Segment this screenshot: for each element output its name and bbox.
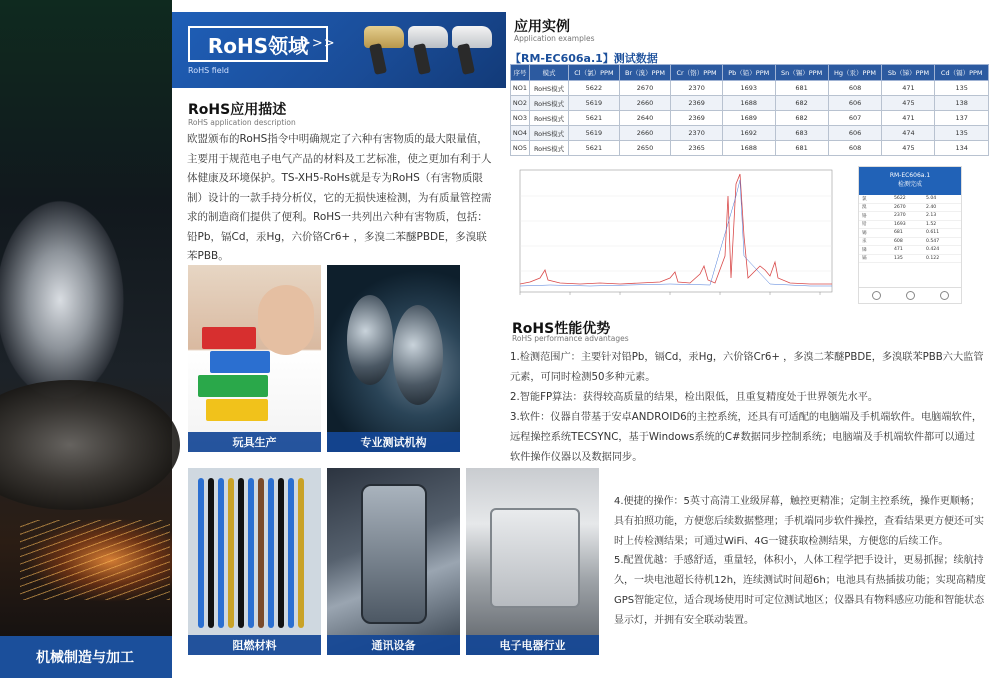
table-cell: 1692 bbox=[722, 126, 775, 141]
performance-item-4: 4.便捷的操作：5英寸高清工业级屏幕，触控更精准；定制主控系统，操作更顺畅；具有拍照功能，方便您后续数据整理；手机端同步软件操控，查看结果更方便还可实时上传检测结果；可通过WiFi、4G一键获取检测结果，方便您的后续工作。 bbox=[614, 496, 984, 547]
table-cell: 2660 bbox=[619, 126, 671, 141]
table-cell: NO2 bbox=[511, 96, 530, 111]
phone-app-model: RM-EC606a.1 bbox=[889, 172, 931, 179]
table-cell: 2370 bbox=[671, 81, 723, 96]
table-cell: RoHS模式 bbox=[529, 96, 568, 111]
performance-list-bottom bbox=[614, 492, 986, 631]
phone-result-cell: 2.13 bbox=[926, 213, 937, 219]
tab-icon bbox=[940, 291, 949, 300]
flame-retardant-tile bbox=[188, 468, 321, 655]
description-title: RoHS应用描述 bbox=[188, 102, 287, 118]
table-cell: 607 bbox=[828, 111, 882, 126]
toy-production-tile bbox=[188, 265, 321, 452]
table-cell: 471 bbox=[882, 81, 935, 96]
table-cell: 2670 bbox=[619, 81, 671, 96]
phone-result-cell: 锑 bbox=[862, 247, 867, 253]
table-cell: 2370 bbox=[671, 126, 723, 141]
table-cell: 134 bbox=[935, 141, 989, 156]
table-row bbox=[511, 126, 989, 141]
phone-result-cell: 5622 bbox=[894, 196, 906, 202]
phone-result-cell: 0.547 bbox=[926, 238, 940, 244]
phone-result-cell: 2.40 bbox=[926, 204, 937, 210]
phone-app-header bbox=[859, 167, 961, 195]
performance-item-5: 5.配置优越：手感舒适，重量轻，体积小，人体工程学把手设计，更易抓握；续航持久，一块电池超长待机12h，连续测试时间超6h；电池具有热插拔功能；实现高精度GPS智能定位，适合现场使用时可定位测试地区；仪器具有物料感应功能和智能状态显示灯，并拥有安全联动装置。 bbox=[614, 555, 986, 626]
table-header-cell: Br（溴）PPM bbox=[619, 65, 671, 81]
table-cell: 474 bbox=[882, 126, 935, 141]
table-cell: 2365 bbox=[671, 141, 723, 156]
table-cell: 681 bbox=[775, 141, 828, 156]
table-cell: NO3 bbox=[511, 111, 530, 126]
phone-result-cell: 1693 bbox=[894, 221, 906, 227]
table-cell: 608 bbox=[828, 141, 882, 156]
analyzer-device-image bbox=[402, 26, 448, 74]
performance-list-top bbox=[510, 348, 985, 468]
phone-result-cell: 0.611 bbox=[926, 230, 940, 236]
table-cell: 137 bbox=[935, 111, 989, 126]
phone-result-cell: 0.122 bbox=[926, 255, 940, 261]
phone-result-cell: 681 bbox=[894, 230, 903, 236]
table-cell: 682 bbox=[775, 96, 828, 111]
phone-result-cell: 镉 bbox=[862, 256, 867, 262]
phone-result-cell: 铅 bbox=[862, 222, 867, 228]
tab-icon bbox=[906, 291, 915, 300]
phone-result-cell: 2370 bbox=[894, 213, 906, 219]
tile-caption: 阻燃材料 bbox=[188, 635, 321, 655]
testing-lab-tile bbox=[327, 265, 460, 452]
phone-result-cell: 5.04 bbox=[926, 196, 937, 202]
table-cell: NO5 bbox=[511, 141, 530, 156]
table-cell: 608 bbox=[828, 81, 882, 96]
phone-result-row bbox=[859, 246, 961, 255]
table-header-cell: Sn（锡）PPM bbox=[775, 65, 828, 81]
phone-result-row bbox=[859, 195, 961, 204]
phone-result-cell: 2670 bbox=[894, 204, 906, 210]
table-header-cell: Cd（镉）PPM bbox=[935, 65, 989, 81]
description-subtitle: RoHS application description bbox=[188, 118, 296, 127]
performance-item-1: 1.检测范围广：主要针对铅Pb，镉Cd，汞Hg，六价铬Cr6+ ，多溴二苯醚PBDE，多溴联苯PBB六大监管元素，可同时检测50多种元素。 bbox=[510, 352, 984, 383]
header-arrows: >>> bbox=[300, 36, 336, 51]
table-header-cell: Pb（铅）PPM bbox=[722, 65, 775, 81]
table-cell: 2650 bbox=[619, 141, 671, 156]
tile-caption: 专业测试机构 bbox=[327, 432, 460, 452]
machining-caption: 机械制造与加工 bbox=[0, 636, 172, 678]
phone-result-row bbox=[859, 229, 961, 238]
table-cell: 5619 bbox=[569, 126, 620, 141]
phone-result-cell: 135 bbox=[894, 255, 903, 261]
table-cell: RoHS模式 bbox=[529, 81, 568, 96]
table-cell: 5621 bbox=[569, 141, 620, 156]
phone-result-cell: 汞 bbox=[862, 239, 867, 245]
communication-device-tile bbox=[327, 468, 460, 655]
phone-result-cell: 溴 bbox=[862, 205, 867, 211]
table-row bbox=[511, 96, 989, 111]
phone-result-cell: 608 bbox=[894, 238, 903, 244]
phone-result-row bbox=[859, 204, 961, 213]
sparks bbox=[20, 520, 170, 600]
phone-result-cell: 471 bbox=[894, 247, 903, 253]
table-cell: 1688 bbox=[722, 96, 775, 111]
table-cell: 471 bbox=[882, 111, 935, 126]
table-cell: 682 bbox=[775, 111, 828, 126]
table-row bbox=[511, 141, 989, 156]
analyzer-device-image bbox=[358, 26, 404, 74]
table-cell: 606 bbox=[828, 96, 882, 111]
table-cell: NO1 bbox=[511, 81, 530, 96]
performance-subtitle: RoHS performance advantages bbox=[512, 334, 629, 343]
phone-result-cell: 氯 bbox=[862, 196, 867, 202]
tab-icon bbox=[872, 291, 881, 300]
phone-result-row bbox=[859, 221, 961, 230]
table-header-row bbox=[511, 65, 989, 81]
table-header-cell: 模式 bbox=[529, 65, 568, 81]
phone-result-cell: 铬 bbox=[862, 213, 867, 219]
electronics-industry-tile bbox=[466, 468, 599, 655]
table-cell: RoHS模式 bbox=[529, 111, 568, 126]
table-cell: 1689 bbox=[722, 111, 775, 126]
table-cell: 5622 bbox=[569, 81, 620, 96]
examples-subtitle: Application examples bbox=[514, 34, 595, 43]
table-cell: 475 bbox=[882, 96, 935, 111]
table-cell: 5619 bbox=[569, 96, 620, 111]
phone-result-row bbox=[859, 212, 961, 221]
phone-result-cell: 0.424 bbox=[926, 247, 940, 253]
table-row bbox=[511, 81, 989, 96]
table-cell: 2369 bbox=[671, 96, 723, 111]
table-cell: 2369 bbox=[671, 111, 723, 126]
phone-result-row bbox=[859, 238, 961, 247]
table-cell: 5621 bbox=[569, 111, 620, 126]
table-header-cell: Sb（锑）PPM bbox=[882, 65, 935, 81]
table-cell: 135 bbox=[935, 126, 989, 141]
table-cell: 1688 bbox=[722, 141, 775, 156]
grinding-disc bbox=[0, 380, 180, 510]
table-cell: RoHS模式 bbox=[529, 141, 568, 156]
tile-caption: 玩具生产 bbox=[188, 432, 321, 452]
phone-result-cell: 锡 bbox=[862, 230, 867, 236]
table-cell: 138 bbox=[935, 96, 989, 111]
table-header-cell: Cl（氯）PPM bbox=[569, 65, 620, 81]
tile-caption: 电子电器行业 bbox=[466, 635, 599, 655]
table-cell: 606 bbox=[828, 126, 882, 141]
table-cell: RoHS模式 bbox=[529, 126, 568, 141]
table-header-cell: Cr（铬）PPM bbox=[671, 65, 723, 81]
table-header-cell: Hg（汞）PPM bbox=[828, 65, 882, 81]
table-header-cell: 序号 bbox=[511, 65, 530, 81]
tile-caption: 通讯设备 bbox=[327, 635, 460, 655]
examples-title: 应用实例 bbox=[514, 19, 570, 35]
table-cell: 2660 bbox=[619, 96, 671, 111]
rohs-header-title: RoHS领域 bbox=[188, 26, 328, 62]
description-body: 欧盟颁布的RoHS指令中明确规定了六种有害物质的最大限量值，主要用于规范电子电气产品的材料及工艺标准，使之更加有利于人体健康及环境保护。TS-XH5-RoHs就是专为RoHS（有害物质限制）设计的一款手持分析仪，它的无损快速检测，为有质量管控需求的制造商们提供了便利。RoHS一共列出六种有害物质，包括：铅Pb，镉Cd，汞Hg，六价铬Cr6+ ，多溴二苯醚PBDE，多溴联苯PBB。 bbox=[187, 133, 492, 262]
table-cell: 1693 bbox=[722, 81, 775, 96]
phone-result-cell: 1.52 bbox=[926, 221, 937, 227]
phone-result-row bbox=[859, 255, 961, 264]
rohs-header-banner bbox=[172, 12, 506, 88]
table-cell: 475 bbox=[882, 141, 935, 156]
table-cell: 135 bbox=[935, 81, 989, 96]
machining-photo bbox=[0, 0, 172, 678]
performance-title: RoHS性能优势 bbox=[512, 321, 611, 337]
rohs-header-subtitle: RoHS field bbox=[188, 66, 229, 75]
performance-item-3: 3.软件：仪器自带基于安卓ANDROID6的主控系统，还具有可适配的电脑端及手机端软件。电脑端软件，远程操控系统TECSYNC，基于Windows系统的C#数据同步控制系统；电脑端及手机端软件都可以通过软件操作仪器以及数据同步。 bbox=[510, 412, 983, 463]
phone-app-status: 检测完成 bbox=[897, 181, 922, 188]
performance-item-2: 2.智能FP算法：获得较高质量的结果，检出限低，且重复精度处于世界领先水平。 bbox=[510, 392, 879, 403]
table-cell: 2640 bbox=[619, 111, 671, 126]
phone-app-tabbar bbox=[859, 287, 961, 303]
table-row bbox=[511, 111, 989, 126]
table-cell: 683 bbox=[775, 126, 828, 141]
spectrum-plot bbox=[510, 166, 840, 304]
test-data-table bbox=[510, 64, 989, 156]
table-cell: NO4 bbox=[511, 126, 530, 141]
phone-app-screenshot bbox=[858, 166, 962, 304]
analyzer-device-image bbox=[446, 26, 492, 74]
table-title: 【RM-EC606a.1】测试数据 bbox=[510, 52, 658, 65]
table-cell: 681 bbox=[775, 81, 828, 96]
phone-app-results bbox=[859, 195, 961, 263]
spectrum-svg bbox=[510, 166, 840, 304]
